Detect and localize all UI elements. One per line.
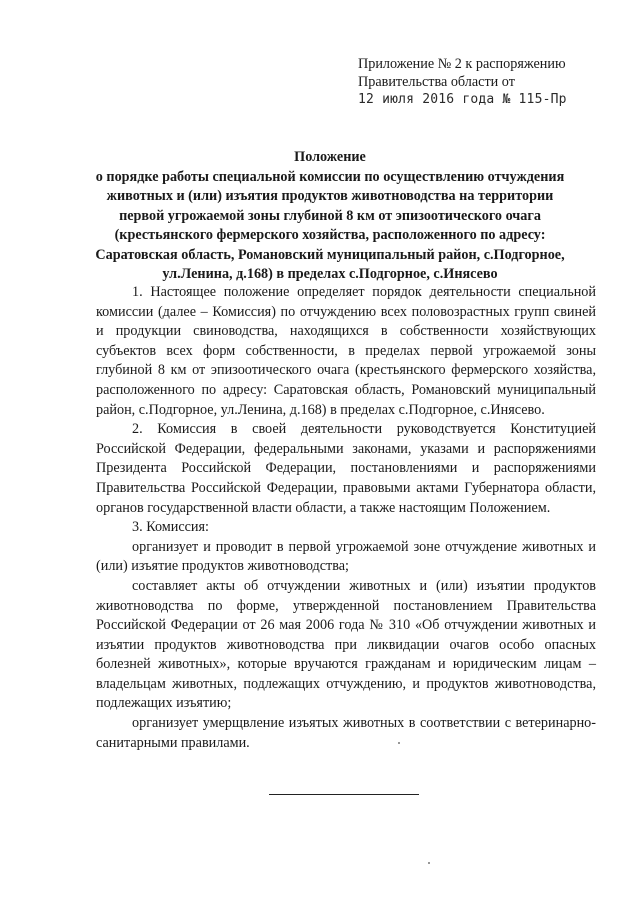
title-line-7: ул.Ленина, д.168) в пределах с.Подгорное, с.Инясево <box>162 266 498 282</box>
annex-line-1: Приложение № 2 к распоряжению <box>358 56 566 72</box>
title-line-1: Положение <box>294 149 366 165</box>
paragraph-4: организует и проводит в первой угрожаемой зоне отчуждение животных и (или) изъятие продуктов животноводства; <box>96 538 596 575</box>
title-line-6: Саратовская область, Романовский муниципальный район, с.Подгорное, <box>95 246 565 263</box>
paragraph-5: составляет акты об отчуждении животных и (или) изъятии продуктов животноводства по форме, утвержденной постановлением Правительства Российской Федерации от 26 мая 2006 года № 310 «Об отчуждении животных и изъятии продуктов животноводства при ликвидации очагов особо опасных болезней животных», которые вручаются гражданам и юридическим лицам – владельцам животных, подлежащих отчуждению, и продуктов животноводства, подлежащих изъятию; <box>96 577 596 712</box>
paragraph-3: 3. Комиссия: <box>132 519 209 536</box>
annex-date-number: 12 июля 2016 года № 115-Пр <box>358 92 567 107</box>
document-title <box>80 148 580 285</box>
annex-header <box>358 55 608 109</box>
title-line-5: (крестьянского фермерского хозяйства, расположенного по адресу: <box>114 227 546 243</box>
title-line-2: о порядке работы специальной комиссии по осуществлению отчуждения <box>95 168 565 185</box>
paragraph-2: 2. Комиссия в своей деятельности руководствуется Конституцией Российской Федерации, федеральными законами, указами и распоряжениями Президента Российской Федерации, постановлениями и распоряжениями Правительства Российской Федерации, правовыми актами Губернатора области, органов государственной власти области, а также настоящим Положением. <box>96 421 596 516</box>
scan-speck <box>398 742 400 744</box>
paragraph-6: организует умерщвление изъятых животных в соответствии с ветеринарно-санитарными правилами. <box>96 715 596 751</box>
scan-speck <box>428 862 430 864</box>
document-body <box>96 283 596 753</box>
title-line-3: животных и (или) изъятия продуктов животноводства на территории <box>106 188 554 204</box>
end-divider-line <box>269 794 419 795</box>
annex-line-2: Правительства области от <box>358 74 515 90</box>
title-line-4: первой угрожаемой зоны глубиной 8 км от эпизоотического очага <box>119 207 541 224</box>
paragraph-1: 1. Настоящее положение определяет порядок деятельности специальной комиссии (далее – Комиссия) по отчуждению всех половозрастных групп свиней и продукции свиноводства, находящихся в собственности хозяйствующих субъектов всех форм собственности, в пределах первой угрожаемой зоны глубиной 8 км от эпизоотического очага (крестьянского фермерского хозяйства, расположенного по адресу: Саратовская область, Романовский муниципальный район, с.Подгорное, ул.Ленина, д.168) в пределах с.Подгорное, с.Инясево. <box>96 284 596 418</box>
